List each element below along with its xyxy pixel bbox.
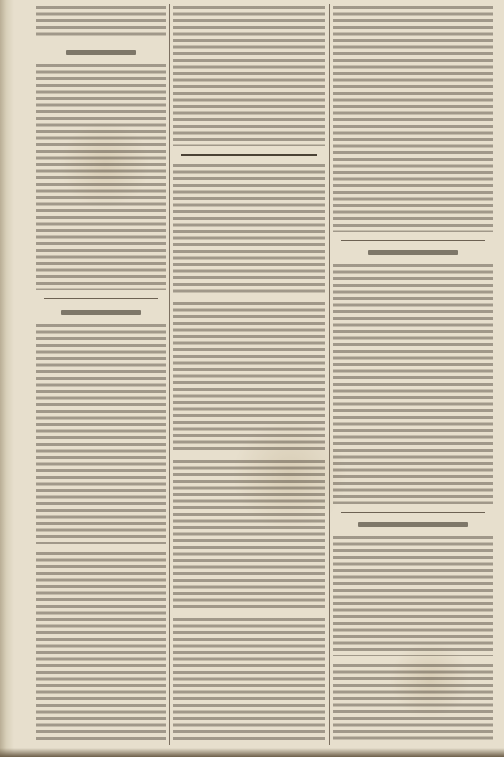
- article-text-content: [173, 6, 325, 146]
- article-text-content: [36, 552, 166, 742]
- article-text-content: [173, 460, 325, 610]
- article-text-content: [36, 64, 166, 290]
- article-text-content: [173, 164, 325, 294]
- section-divider: [341, 512, 485, 513]
- section-divider: [181, 154, 317, 156]
- article-text-content: [333, 6, 493, 232]
- article-text-content: [36, 324, 166, 544]
- page-edge-shadow: [0, 748, 504, 757]
- column-1: [36, 6, 166, 743]
- article-text-content: [333, 264, 493, 504]
- article-text-content: [333, 536, 493, 656]
- heading-line: [368, 250, 458, 255]
- section-divider: [341, 240, 485, 241]
- column-3: [333, 6, 493, 743]
- heading-line: [61, 310, 141, 315]
- column-2: [173, 6, 325, 743]
- column-separator: [169, 4, 170, 745]
- article-text-content: [173, 302, 325, 452]
- article-text-content: [333, 664, 493, 742]
- article-text-content: [173, 618, 325, 742]
- heading-line: [358, 522, 468, 527]
- binding-shadow: [0, 0, 14, 757]
- heading-line: [66, 50, 136, 55]
- column-separator: [329, 4, 330, 745]
- article-text-content: [36, 6, 166, 38]
- section-divider: [44, 298, 158, 299]
